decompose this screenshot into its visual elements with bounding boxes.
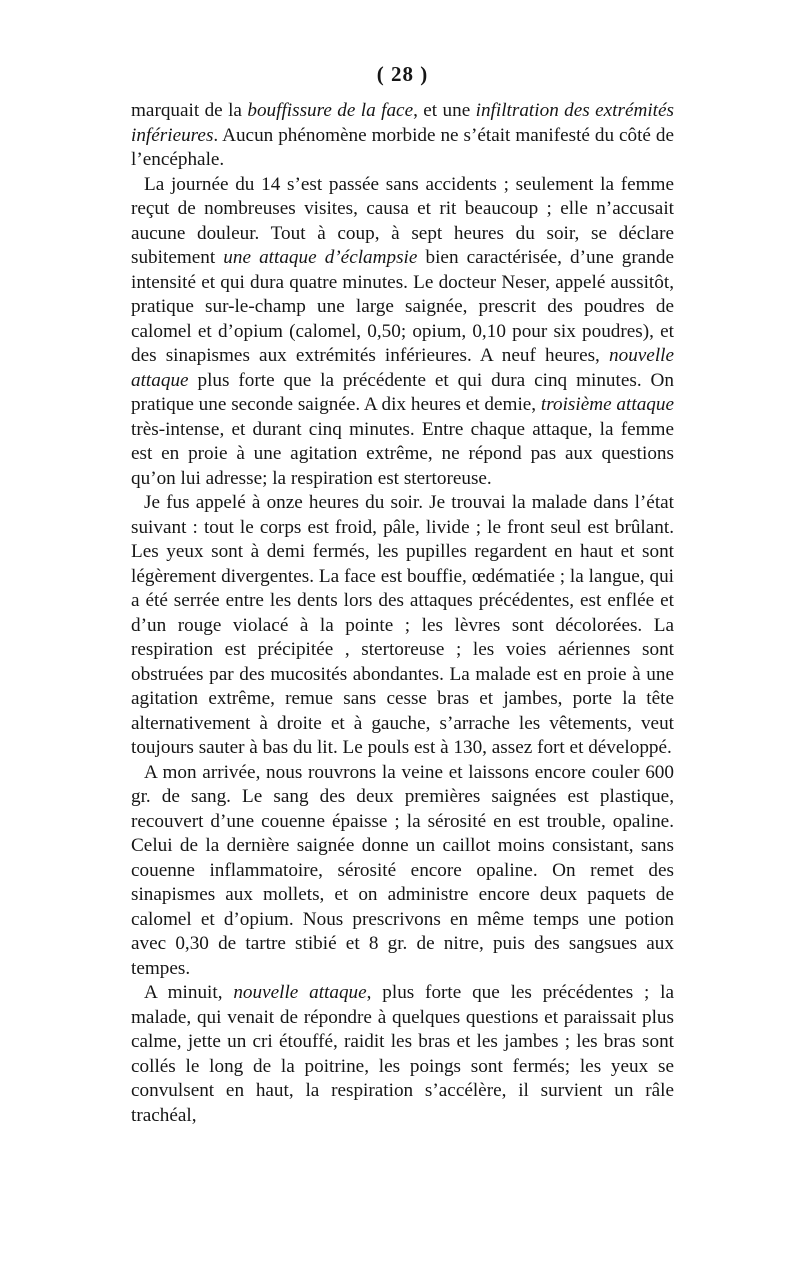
page-number: ( 28 ) bbox=[376, 62, 429, 86]
italic-phrase: nouvelle attaque bbox=[233, 982, 367, 1003]
italic-phrase: nouvelle attaque bbox=[131, 345, 674, 391]
italic-phrase: bouffissure de la face bbox=[247, 100, 414, 121]
paragraph-5: A minuit, nouvelle attaque, plus forte que les précédentes ; la malade, qui venait de répondre à quelques questions et paraissait plus calme, jette un cri étouffé, raidit les bras et les jambes ; les bras sont collés le long de la poitrine, les poings sont fermés; les yeux se convulsent en haut, la respiration s’accélère, il survient un râle trachéal, bbox=[131, 982, 675, 1126]
italic-phrase: une attaque d’éclampsie bbox=[223, 247, 418, 268]
paragraph-4: A mon arrivée, nous rouvrons la veine et laissons encore couler 600 gr. de sang. Le sang des deux premières saignées est plastique, recouvert d’une couenne épaisse ; la sérosité en est trouble, opaline. Celui de la dernière saignée donne un caillot moins consistant, sans couenne inflammatoire, sérosité encore opaline. On remet des sinapismes aux mollets, et on administre encore deux paquets de calomel et d’opium. Nous prescrivons en même temps une potion avec 0,30 de tartre stibié et 8 gr. de nitre, puis des sangsues aux tempes. bbox=[131, 761, 674, 979]
paragraph-2: La journée du 14 s’est passée sans accidents ; seulement la femme reçut de nombreuses visites, causa et rit beaucoup ; elle n’accusait aucune douleur. Tout à coup, à sept heures du soir, se déclare subitement une attaque d’éclampsie bien caractérisée, d’une grande intensité et qui dura quatre minutes. Le docteur Neser, appelé aussitôt, pratique sur-le-champ une large saignée, prescrit des poudres de calomel et d’opium (calomel, 0,50; opium, 0,10 pour six poudres), et des sinapismes aux extrémités inférieures. A neuf heures, nouvelle attaque plus forte que la précédente et qui dura cinq minutes. On pratique une seconde saignée. A dix heures et demie, troisième attaque très-intense, et durant cinq minutes. Entre chaque attaque, la femme est en proie à une agitation extrême, ne répond pas aux questions qu’on lui adresse; la respiration est stertoreuse. bbox=[131, 173, 674, 489]
paragraph-1: marquait de la bouffissure de la face, et une infiltration des extrémités inférieures. Aucun phénomène morbide ne s’était manifesté du côté de l’encéphale. bbox=[131, 100, 674, 170]
italic-phrase: troisième attaque bbox=[540, 394, 674, 415]
paragraph-3: Je fus appelé à onze heures du soir. Je trouvai la malade dans l’état suivant : tout le corps est froid, pâle, livide ; le front seul est brûlant. Les yeux sont à demi fermés, les pupilles regardent en haut et sont légèrement divergentes. La face est bouffie, œdématiée ; la langue, qui a été serrée entre les dents lors des attaques précédentes, est enflée et d’un rouge violacé à la pointe ; les lèvres sont décolorées. La respiration est précipitée , stertoreuse ; les voies aériennes sont obstruées par des mucosités abondantes. La malade est en proie à une agitation extrême, remue sans cesse bras et jambes, porte la tête alternativement à droite et à gauche, s’arrache les vêtements, veut toujours sauter à bas du lit. Le pouls est à 130, assez fort et développé. bbox=[131, 492, 674, 758]
italic-phrase: infiltration des extrémités inférieures bbox=[131, 100, 674, 146]
